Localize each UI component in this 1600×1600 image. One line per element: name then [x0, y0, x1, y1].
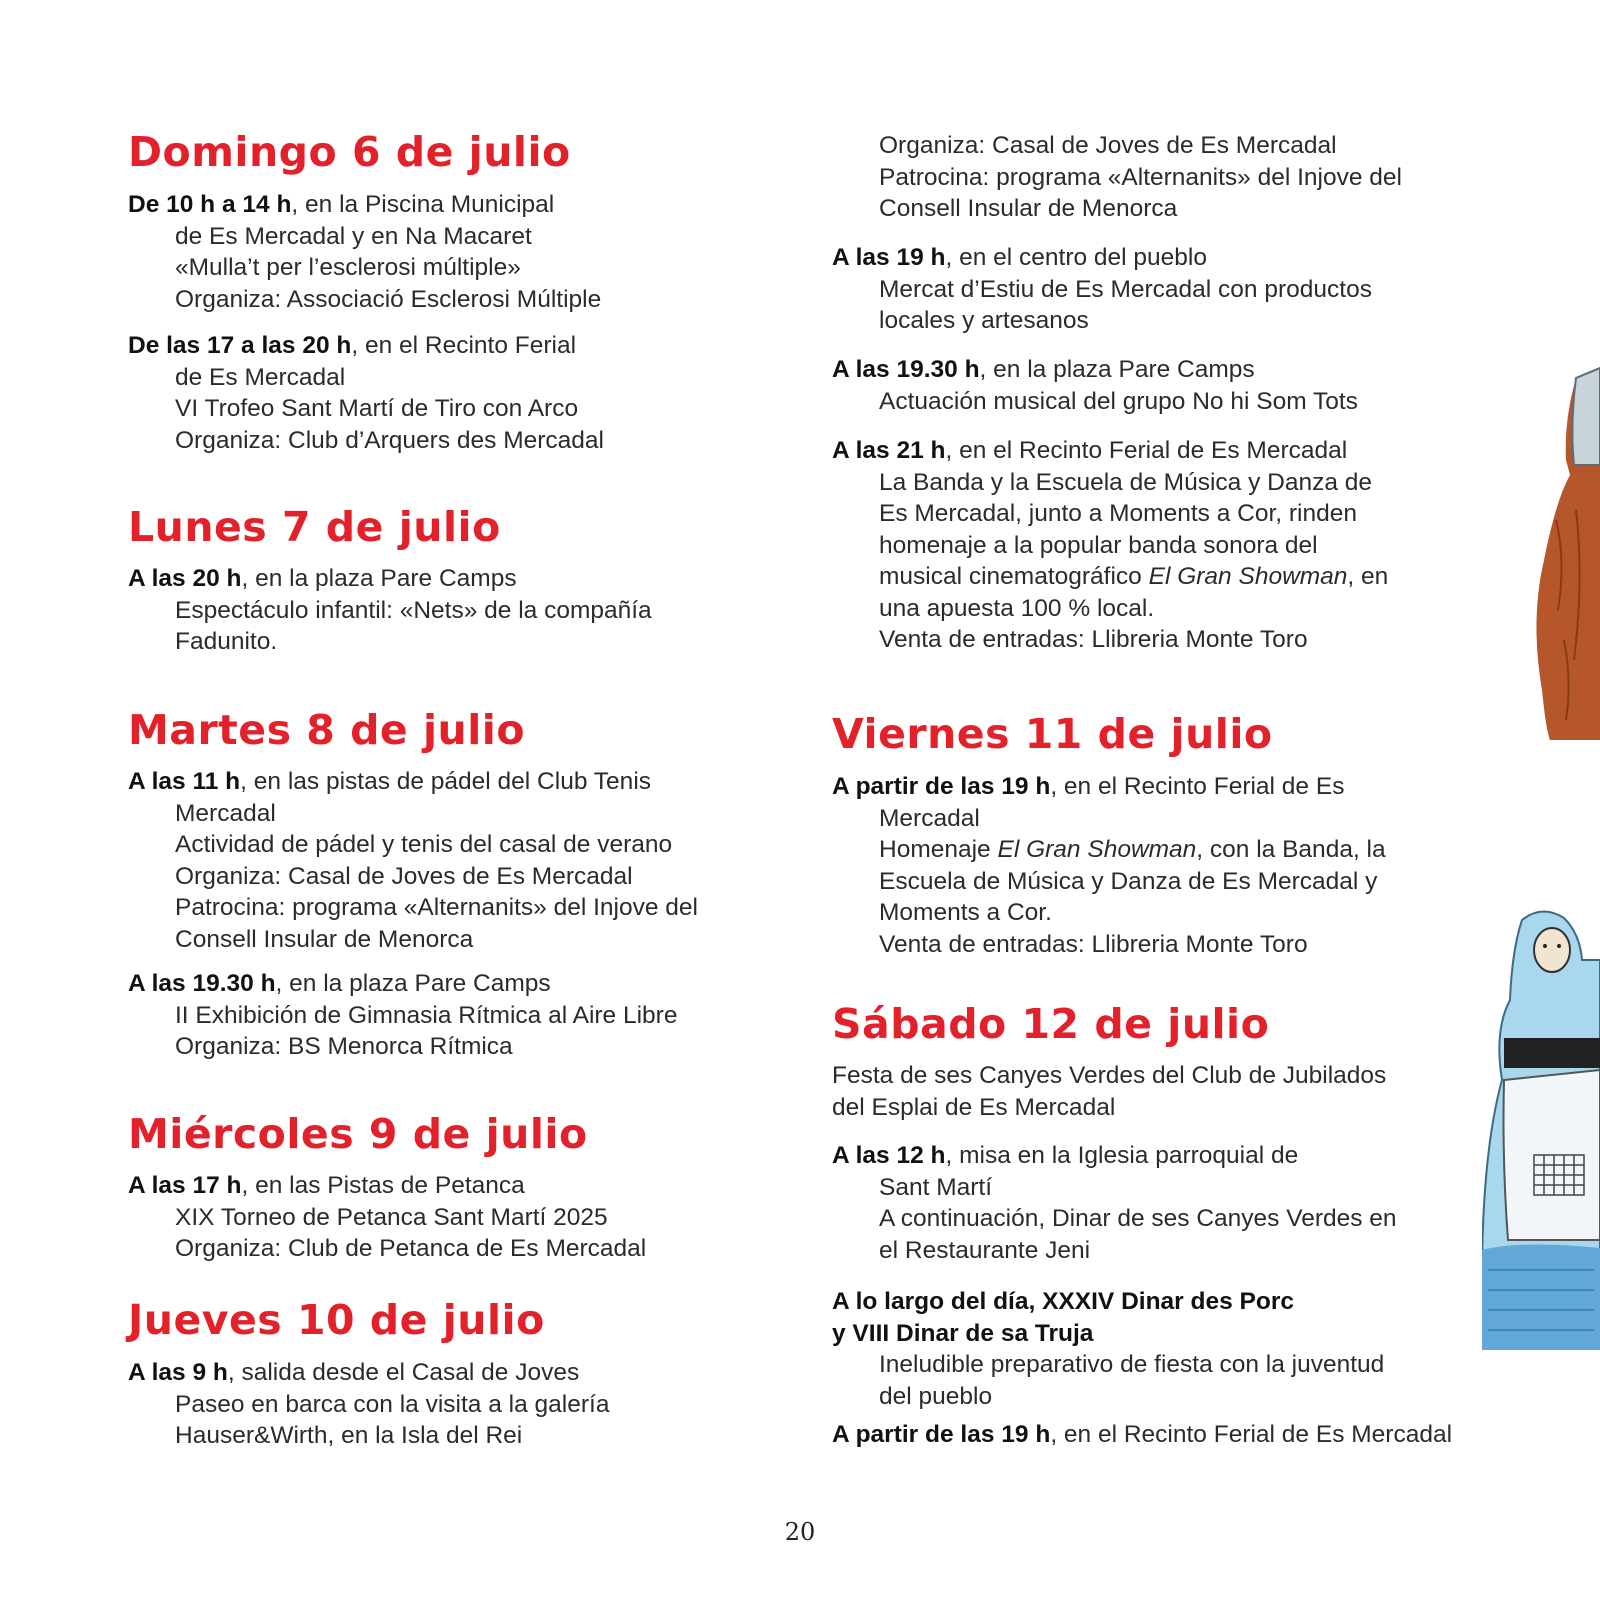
- heading-lunes: Lunes 7 de julio: [128, 503, 501, 551]
- event-time: A las 19.30 h: [832, 356, 980, 383]
- event-lunes-1: A las 20 h, en la plaza Pare Camps Espectáculo infantil: «Nets» de la compañía Fadunito.: [128, 565, 652, 655]
- event-jueves-1: A las 9 h, salida desde el Casal de Joves Paseo en barca con la visita a la galería Hauser&Wirth, en la Isla del Rei: [128, 1359, 610, 1449]
- event-sabado-2: A lo largo del día, XXXIV Dinar des Porc y VIII Dinar de sa Truja Ineludible preparativo de fiesta con la juventud del pueblo: [832, 1288, 1385, 1410]
- event-jueves-21h: A las 21 h, en el Recinto Ferial de Es Mercadal La Banda y la Escuela de Música y Danza de Es Mercadal, junto a Moments a Cor, rinden homenaje a la popular banda sonora del musical cinematográfico El Gran Showman, en una apuesta 100 % local. Venta de entradas: Llibreria Monte Toro: [832, 437, 1389, 653]
- event-time: A las 19.30 h: [128, 970, 276, 997]
- heading-sabado: Sábado 12 de julio: [832, 1000, 1270, 1048]
- heading-miercoles: Miércoles 9 de julio: [128, 1110, 588, 1158]
- event-time: A las 21 h: [832, 437, 946, 464]
- event-time: A las 12 h: [832, 1142, 946, 1169]
- event-sabado-1: A las 12 h, misa en la Iglesia parroquial de Sant Martí A continuación, Dinar de ses Canyes Verdes en el Restaurante Jeni: [832, 1142, 1397, 1264]
- heading-martes: Martes 8 de julio: [128, 706, 526, 754]
- heading-domingo: Domingo 6 de julio: [128, 128, 571, 176]
- event-time: A lo largo del día, XXXIV Dinar des Porc: [832, 1288, 1294, 1315]
- page-number: 20: [784, 1518, 816, 1546]
- event-viernes-1: A partir de las 19 h, en el Recinto Ferial de Es Mercadal Homenaje El Gran Showman, con la Banda, la Escuela de Música y Danza de Es Mercadal y Moments a Cor. Venta de entradas: Llibreria Monte Toro: [832, 773, 1386, 958]
- illustration-figure-bottom: [1482, 910, 1600, 1350]
- event-time: A las 17 h: [128, 1172, 242, 1199]
- event-jueves-1930h: A las 19.30 h, en la plaza Pare Camps Actuación musical del grupo No hi Som Tots: [832, 356, 1358, 415]
- event-time: A las 9 h: [128, 1359, 228, 1386]
- event-jueves-19h: A las 19 h, en el centro del pueblo Mercat d’Estiu de Es Mercadal con productos locales y artesanos: [832, 244, 1372, 334]
- event-time: De las 17 a las 20 h: [128, 332, 352, 359]
- event-martes-1: A las 11 h, en las pistas de pádel del Club Tenis Mercadal Actividad de pádel y tenis del casal de verano Organiza: Casal de Joves de Es Mercadal Patrocina: programa «Alternanits» del Injove del Consell Insular de Menorca: [128, 768, 698, 953]
- heading-viernes: Viernes 11 de julio: [832, 710, 1273, 758]
- event-time: A partir de las 19 h: [832, 1421, 1051, 1448]
- event-domingo-1: De 10 h a 14 h, en la Piscina Municipal de Es Mercadal y en Na Macaret «Mulla’t per l’esclerosi múltiple» Organiza: Associació Esclerosi Múltiple: [128, 191, 602, 313]
- event-time: A las 11 h: [128, 768, 241, 795]
- sabado-intro: Festa de ses Canyes Verdes del Club de Jubilados del Esplai de Es Mercadal: [832, 1062, 1387, 1121]
- event-time: A partir de las 19 h: [832, 773, 1051, 800]
- event-domingo-2: De las 17 a las 20 h, en el Recinto Ferial de Es Mercadal VI Trofeo Sant Martí de Tiro con Arco Organiza: Club d’Arquers des Mercadal: [128, 332, 604, 454]
- illustration-figure-top: [1536, 260, 1600, 750]
- event-time: A las 19 h: [832, 244, 946, 271]
- event-time: A las 20 h: [128, 565, 242, 592]
- event-time: De 10 h a 14 h: [128, 191, 292, 218]
- event-sabado-3: A partir de las 19 h, en el Recinto Ferial de Es Mercadal: [832, 1421, 1453, 1448]
- heading-jueves: Jueves 10 de julio: [128, 1296, 545, 1344]
- event-continued: Organiza: Casal de Joves de Es Mercadal Patrocina: programa «Alternanits» del Injove del Consell Insular de Menorca: [879, 132, 1402, 222]
- event-martes-2: A las 19.30 h, en la plaza Pare Camps II Exhibición de Gimnasia Rítmica al Aire Libre Organiza: BS Menorca Rítmica: [128, 970, 678, 1060]
- event-miercoles-1: A las 17 h, en las Pistas de Petanca XIX Torneo de Petanca Sant Martí 2025 Organiza: Club de Petanca de Es Mercadal: [128, 1172, 647, 1262]
